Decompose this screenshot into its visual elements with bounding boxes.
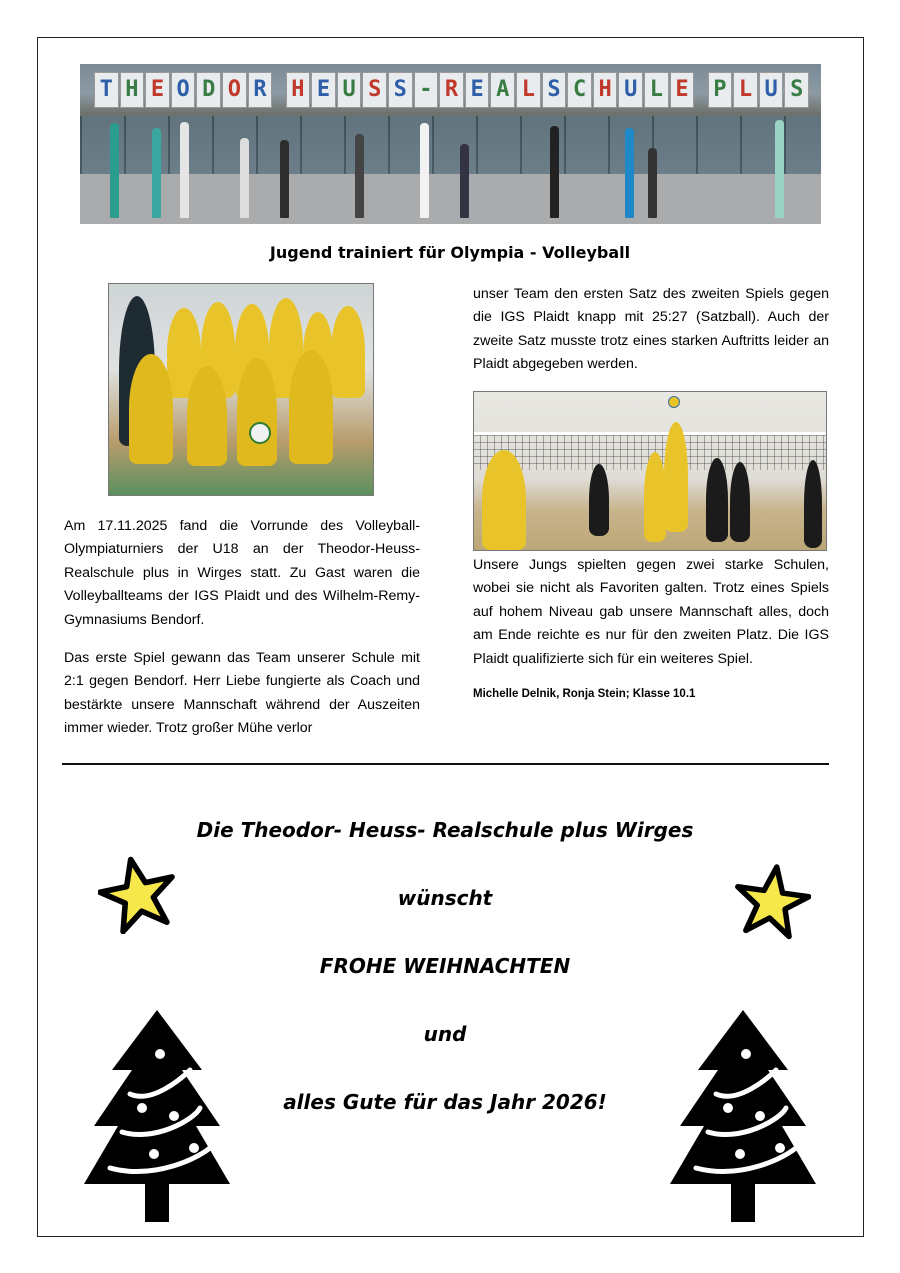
banner-letter-tile: E	[145, 72, 170, 108]
student-figure	[550, 126, 559, 218]
banner-lettering	[94, 72, 809, 108]
student-figure	[280, 140, 289, 218]
banner-letter-tile: H	[286, 72, 311, 108]
student-figure	[240, 138, 249, 218]
banner-letter-gap	[695, 72, 706, 108]
player-figure	[664, 422, 688, 532]
greeting-line-wishes: wünscht	[397, 886, 493, 910]
banner-letter-tile: L	[644, 72, 669, 108]
article-paragraph-1: Am 17.11.2025 fand die Vorrunde des Volleyball-Olympiaturniers der U18 an der Theodor-Heuss-Realschule plus in Wirges statt. Zu Gast waren die Volleyballteams der IGS Plaidt und des Wilhelm-Remy-Gymnasiums Bendorf.	[64, 518, 420, 628]
article-paragraph-2: Das erste Spiel gewann das Team unserer Schule mit 2:1 gegen Bendorf. Herr Liebe fungierte als Coach und bestärkte unsere Mannschaft während der Auszeiten immer wieder. Trotz großer Mühe verlor	[64, 650, 420, 737]
banner-letter-tile: S	[784, 72, 809, 108]
banner-letter-tile: S	[542, 72, 567, 108]
banner-letter-tile: E	[311, 72, 336, 108]
banner-letter-tile: C	[567, 72, 592, 108]
banner-letter-tile: S	[388, 72, 413, 108]
banner-letter-tile: T	[94, 72, 119, 108]
student-figure	[625, 128, 634, 218]
banner-letter-tile: -	[414, 72, 439, 108]
game-photo	[473, 391, 827, 551]
banner-letter-tile: H	[593, 72, 618, 108]
banner-letter-tile: H	[120, 72, 145, 108]
school-building	[80, 116, 821, 180]
student-figure	[775, 120, 784, 218]
banner-letter-tile: S	[362, 72, 387, 108]
christmas-tree-icon	[668, 1008, 818, 1223]
banner-letter-tile: L	[733, 72, 758, 108]
student-figure	[460, 144, 469, 218]
banner-letter-tile: P	[708, 72, 733, 108]
banner-letter-tile: U	[759, 72, 784, 108]
banner-letter-tile: O	[171, 72, 196, 108]
student-figure	[180, 122, 189, 218]
student-figure	[420, 123, 429, 218]
schoolyard	[80, 174, 821, 224]
banner-letter-tile: D	[196, 72, 221, 108]
christmas-tree-icon	[82, 1008, 232, 1223]
player-figure	[187, 366, 227, 466]
school-banner-photo	[80, 64, 821, 224]
player-figure	[730, 462, 750, 542]
student-figure	[648, 148, 657, 218]
banner-letter-tile: L	[516, 72, 541, 108]
student-figure	[355, 134, 364, 218]
player-figure	[331, 306, 365, 398]
banner-letter-tile: R	[248, 72, 273, 108]
greeting-line-new-year: alles Gute für das Jahr 2026!	[283, 1090, 607, 1114]
star-icon	[733, 862, 811, 940]
article-paragraph-3: unser Team den ersten Satz des zweiten Spiels gegen die IGS Plaidt knapp mit 25:27 (Satzball). Auch der zweite Satz musste trotz eines starken Auftritts leider an Plaidt abgegeben werden.	[473, 286, 829, 373]
player-figure	[482, 450, 526, 550]
player-figure	[589, 464, 609, 536]
student-figure	[110, 123, 119, 218]
player-figure	[706, 458, 728, 542]
section-divider	[62, 763, 829, 765]
player-figure	[289, 350, 333, 464]
banner-letter-tile: E	[465, 72, 490, 108]
greeting-line-school: Die Theodor- Heuss- Realschule plus Wirges	[196, 818, 694, 842]
player-figure	[237, 358, 277, 466]
player-figure	[644, 452, 666, 542]
student-figure	[152, 128, 161, 218]
volleyball	[668, 396, 680, 408]
banner-letter-gap	[273, 72, 284, 108]
banner-letter-tile: R	[439, 72, 464, 108]
article-author: Michelle Delnik, Ronja Stein; Klasse 10.1	[473, 688, 696, 700]
banner-letter-tile: O	[222, 72, 247, 108]
banner-letter-tile: E	[670, 72, 695, 108]
article-headline: Jugend trainiert für Olympia - Volleyball	[269, 243, 631, 262]
banner-letter-tile: A	[490, 72, 515, 108]
star-icon	[98, 854, 178, 934]
greeting-line-and: und	[423, 1022, 467, 1046]
volleyball	[249, 422, 271, 444]
greeting-line-christmas: FROHE WEIHNACHTEN	[319, 954, 571, 978]
player-figure	[804, 460, 822, 548]
team-photo	[108, 283, 374, 496]
player-figure	[129, 354, 173, 464]
banner-letter-tile: U	[337, 72, 362, 108]
article-paragraph-4: Unsere Jungs spielten gegen zwei starke Schulen, wobei sie nicht als Favoriten galten. Trotz eines Spiels auf hohem Niveau gab unsere Mannschaft alles, doch am Ende reichte es nur für den zweiten Platz. Die IGS Plaidt qualifizierte sich für ein weiteres Spiel.	[473, 557, 829, 667]
banner-letter-tile: U	[618, 72, 643, 108]
